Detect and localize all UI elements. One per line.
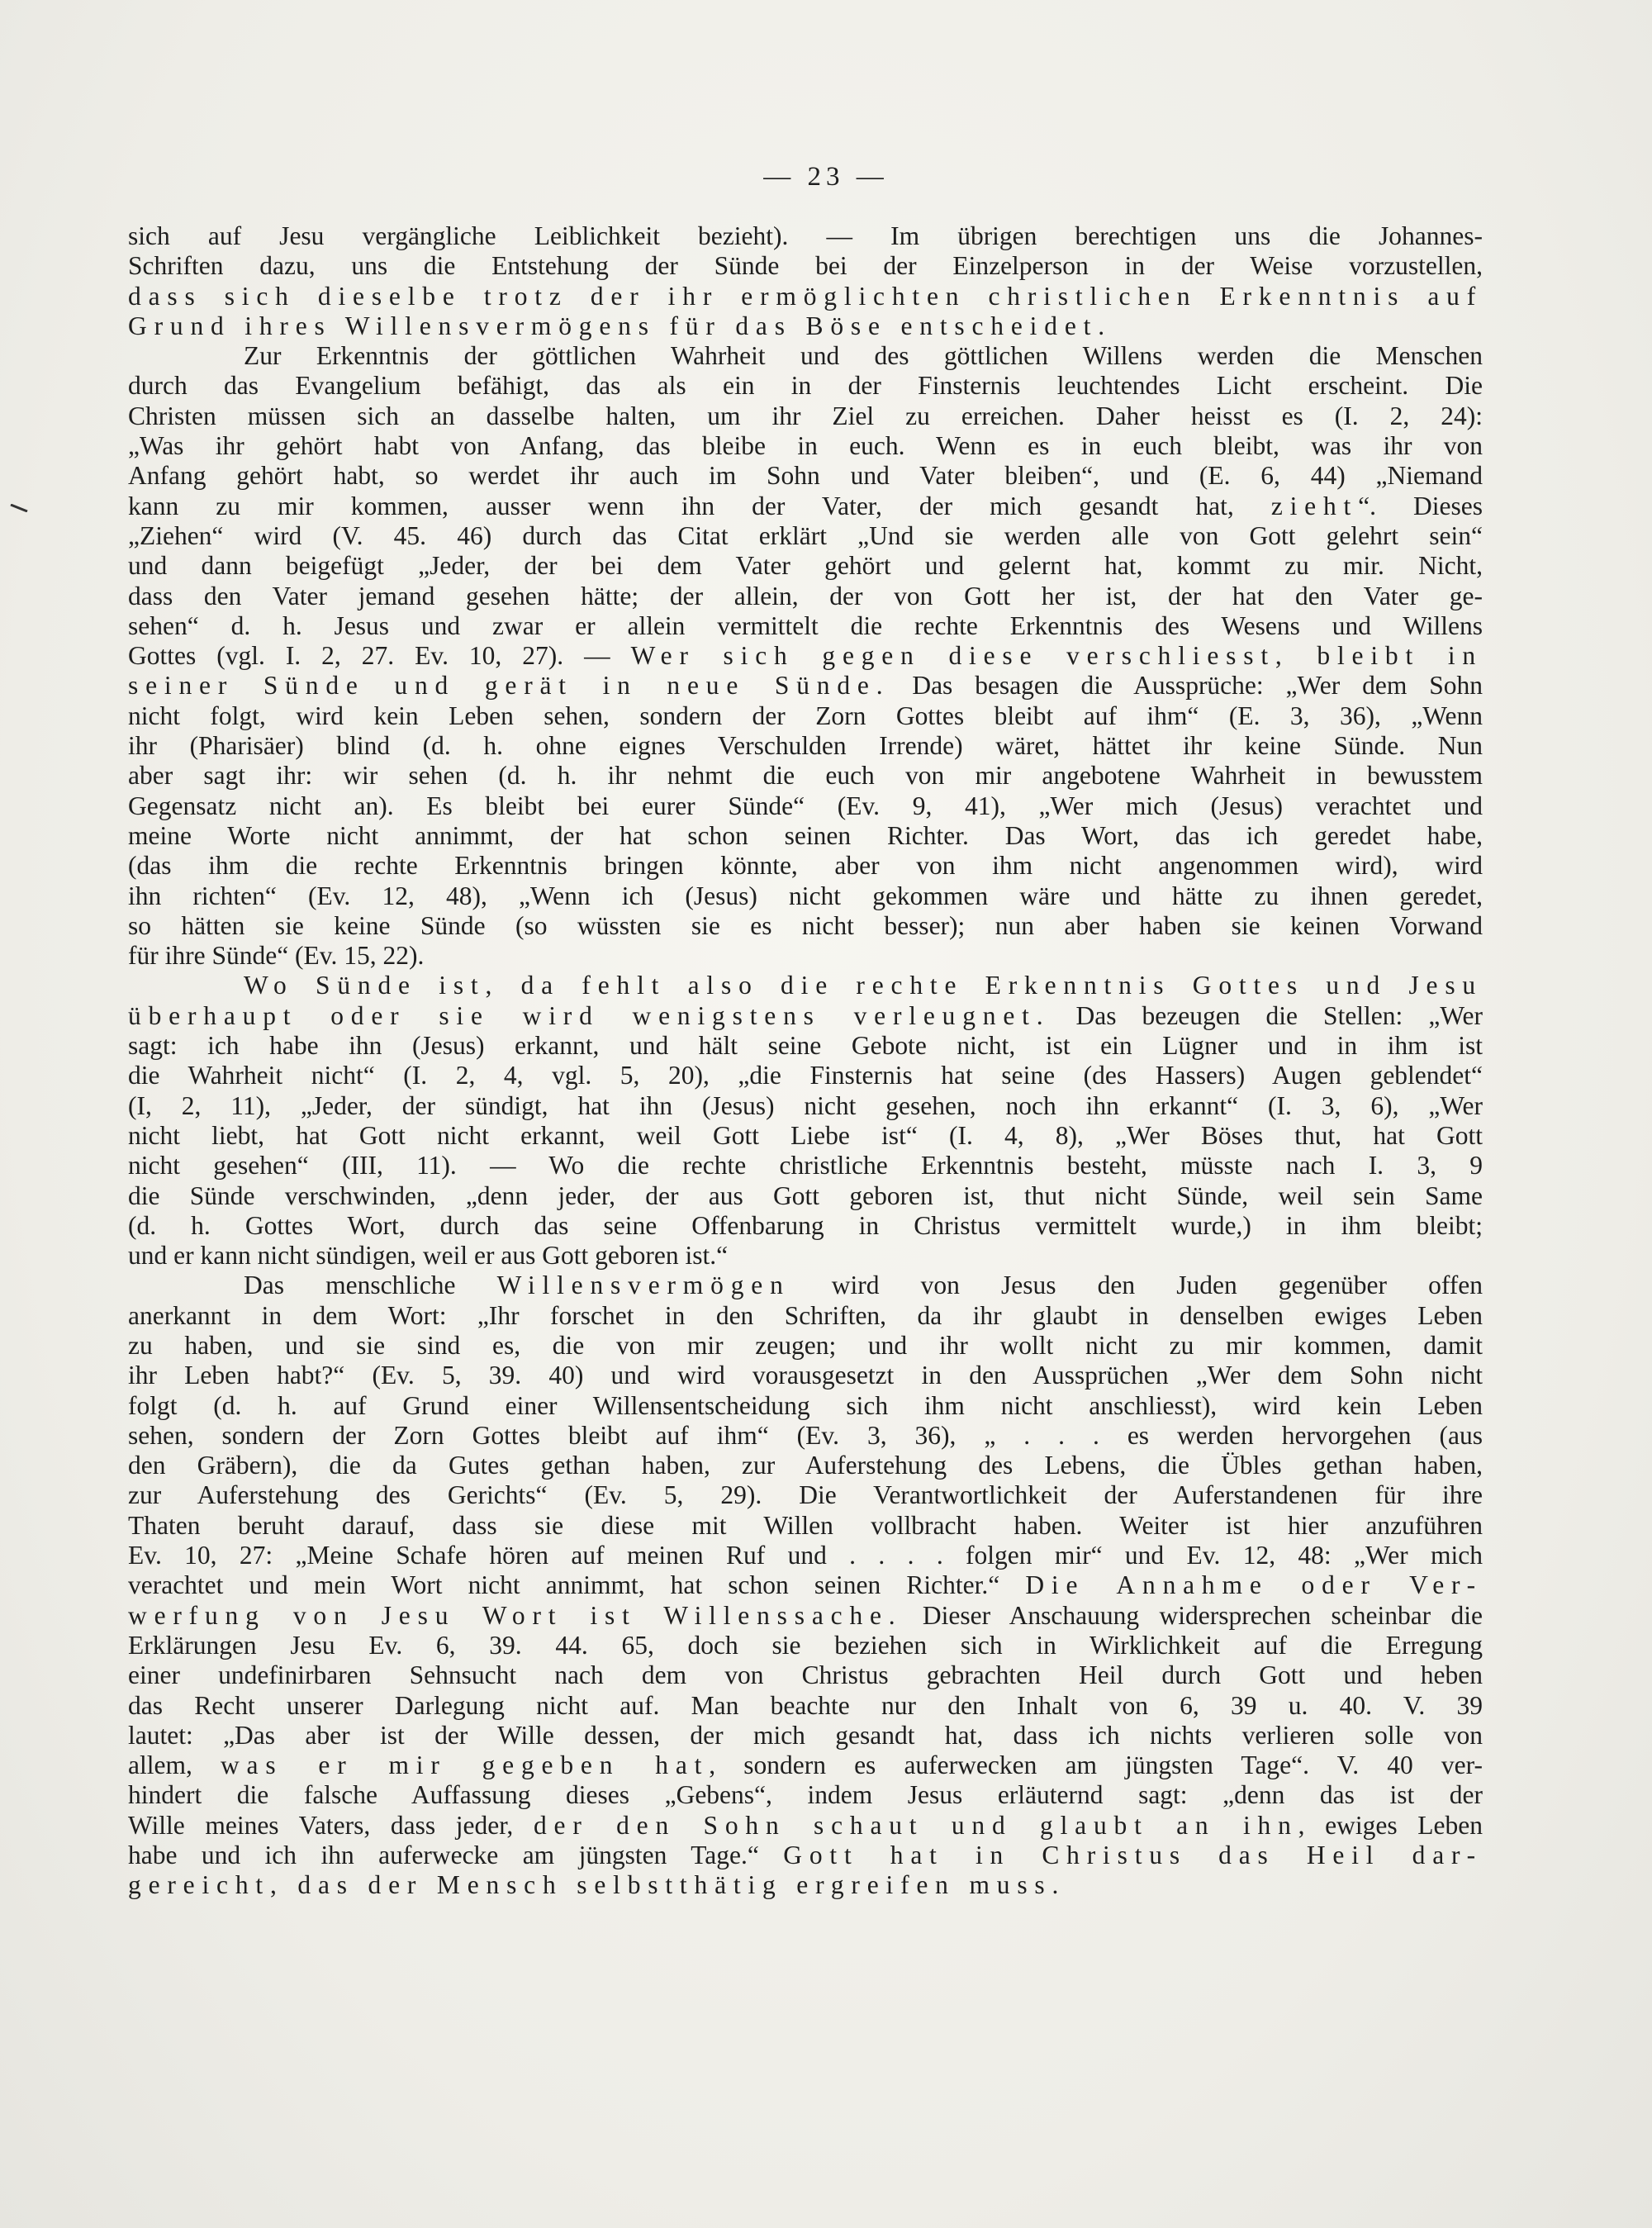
text-segment: “. Dieses [1358, 491, 1483, 520]
text-line [128, 492, 1483, 521]
text-line [128, 791, 1483, 821]
text-line [128, 1031, 1483, 1061]
text-line [128, 1780, 1483, 1810]
body-text [128, 221, 1483, 1901]
text-line [128, 1061, 1483, 1090]
text-segment: Anfang gehört habt, so werdet ihr auch im Sohn und Vater bleiben“, und (E. 6, 44) „Niemand [128, 461, 1483, 491]
text-line [128, 311, 1483, 341]
text-line [128, 1870, 1483, 1900]
text-line [128, 1361, 1483, 1390]
spaced-emphasis-text: Willensvermögen [496, 1271, 790, 1300]
text-segment: (I, 2, 11), „Jeder, der sündigt, hat ihn (Jesus) nicht gesehen, noch ihn erkannt“ (I. 3, 6), „Wer [128, 1090, 1483, 1120]
text-line [128, 611, 1483, 641]
text-line [128, 671, 1483, 701]
text-segment: Ev. 10, 27: „Meine Schafe hören auf meinen Ruf und . . . . folgen mir“ und Ev. 12, 48: „Wer mich [128, 1541, 1483, 1570]
text-line [128, 521, 1483, 551]
text-line [128, 1271, 1483, 1300]
text-line [128, 1480, 1483, 1510]
text-segment: nicht folgt, wird kein Leben sehen, sondern der Zorn Gottes bleibt auf ihm“ (E. 3, 36), „Wenn [128, 701, 1483, 730]
text-line [128, 971, 1483, 1000]
text-line [128, 1811, 1483, 1841]
text-line [128, 551, 1483, 581]
text-line [128, 1151, 1483, 1181]
text-segment: meine Worte nicht annimmt, der hat schon seinen Richter. Das Wort, das ich geredet habe, [128, 820, 1483, 850]
text-segment: allem, [128, 1751, 221, 1780]
text-segment: so hätten sie keine Sünde (so wüssten sie es nicht besser); nun aber haben sie keinen Vorwand [128, 910, 1483, 940]
text-segment: kann zu mir kommen, ausser wenn ihn der Vater, der mich gesandt hat, [128, 491, 1271, 520]
text-segment: ihr Leben habt?“ (Ev. 5, 39. 40) und wird vorausgesetzt in den Aussprüchen „Wer dem Sohn nicht [128, 1361, 1483, 1390]
text-segment: Wille meines Vaters, dass jeder, [128, 1810, 534, 1840]
text-segment: die Sünde verschwinden, „denn jeder, der aus Gott geboren ist, thut nicht Sünde, weil sein Same [128, 1181, 1483, 1210]
spaced-emphasis-text: Die Annahme oder Ver- [1025, 1570, 1483, 1600]
text-segment: „Ziehen“ wird (V. 45. 46) durch das Citat erklärt „Und sie werden alle von Gott gelehrt sein“ [128, 520, 1483, 550]
text-line [128, 881, 1483, 911]
text-line [128, 941, 1483, 971]
spaced-emphasis-text: werfung von Jesu Wort ist Willenssache. [128, 1600, 903, 1630]
text-segment: hindert die falsche Auffassung dieses „Gebens“, indem Jesus erläuternd sagt: „denn das ist der [128, 1780, 1483, 1810]
text-segment: wird von Jesus den Juden gegenüber offen [790, 1271, 1483, 1300]
text-line [128, 1001, 1483, 1031]
text-segment: verachtet und mein Wort nicht annimmt, hat schon seinen Richter.“ [128, 1570, 1026, 1600]
text-segment: nicht gesehen“ (III, 11). — Wo die rechte christliche Erkenntnis besteht, müsste nach I. 3, 9 [128, 1151, 1483, 1181]
spaced-emphasis-text: Wer sich gegen diese verschliesst, bleibt in [630, 641, 1483, 671]
text-segment: Zur Erkenntnis der göttlichen Wahrheit und des göttlichen Willens werden die Menschen [244, 341, 1483, 371]
text-segment: Schriften dazu, uns die Entstehung der Sünde bei der Einzelperson in der Weise vorzustellen, [128, 251, 1483, 281]
text-line [128, 1091, 1483, 1121]
text-line [128, 911, 1483, 941]
text-segment: die Wahrheit nicht“ (I. 2, 4, vgl. 5, 20), „die Finsternis hat seine (des Hassers) Augen geblendet“ [128, 1061, 1483, 1090]
text-segment: folgt (d. h. auf Grund einer Willensentscheidung sich ihm nicht anschliesst), wird kein Leben [128, 1390, 1483, 1420]
text-segment: Gottes (vgl. I. 2, 27. Ev. 10, 27). — [128, 641, 631, 671]
text-line [128, 341, 1483, 371]
text-line [128, 1511, 1483, 1541]
text-segment: zur Auferstehung des Gerichts“ (Ev. 5, 29). Die Verantwortlichkeit der Auferstandenen für ihre [128, 1480, 1483, 1510]
text-segment: , ewiges Leben [1298, 1810, 1483, 1840]
text-line [128, 1241, 1483, 1271]
text-segment: (das ihm die rechte Erkenntnis bringen könnte, aber von ihm nicht angenommen wird), wird [128, 851, 1483, 881]
text-line [128, 371, 1483, 401]
text-segment: das Recht unserer Darlegung nicht auf. Man beachte nur den Inhalt von 6, 39 u. 40. V. 39 [128, 1690, 1483, 1720]
text-line [128, 251, 1483, 281]
text-segment: für ihre Sünde“ (Ev. 15, 22). [128, 941, 425, 971]
text-line [128, 582, 1483, 611]
text-line [128, 221, 1483, 251]
text-line [128, 1331, 1483, 1361]
text-line [128, 851, 1483, 881]
text-segment: dass den Vater jemand gesehen hätte; der allein, der von Gott her ist, der hat den Vater ge- [128, 581, 1483, 610]
text-segment: einer undefinirbaren Sehnsucht nach dem von Christus gebrachten Heil durch Gott und heben [128, 1660, 1483, 1690]
spaced-emphasis-text: überhaupt oder sie wird wenigstens verleugnet. [128, 1000, 1051, 1030]
text-line [128, 1211, 1483, 1241]
text-line [128, 1570, 1483, 1600]
text-segment: und dann beigefügt „Jeder, der bei dem Vater gehört und gelernt hat, kommt zu mir. Nicht, [128, 551, 1483, 581]
text-segment: sehen, sondern der Zorn Gottes bleibt auf ihm“ (Ev. 3, 36), „ . . . es werden hervorgehen (aus [128, 1420, 1483, 1450]
text-segment: Das besagen die Aussprüche: „Wer dem Sohn [890, 671, 1483, 701]
text-segment: Dieser Anschauung widersprechen scheinbar die [902, 1600, 1483, 1630]
text-line [128, 1691, 1483, 1721]
text-line [128, 1721, 1483, 1751]
text-segment: und er kann nicht sündigen, weil er aus Gott geboren ist.“ [128, 1241, 729, 1271]
text-line [128, 1660, 1483, 1690]
text-segment: Das bezeugen die Stellen: „Wer [1050, 1000, 1483, 1030]
spaced-emphasis-text: seiner Sünde und gerät in neue Sünde. [128, 671, 890, 701]
text-segment: , sondern es auferwecken am jüngsten Tage“. V. 40 ver- [709, 1751, 1483, 1780]
text-line [128, 431, 1483, 461]
text-segment: Erklärungen Jesu Ev. 6, 39. 44. 65, doch sie beziehen sich in Wirklichkeit auf die Erregung [128, 1630, 1483, 1660]
text-segment: Gegensatz nicht an). Es bleibt bei eurer Sünde“ (Ev. 9, 41), „Wer mich (Jesus) verachtet und [128, 791, 1483, 820]
text-segment: Das menschliche [244, 1271, 497, 1300]
spaced-emphasis-text: Grund ihres Willensvermögens für das Böse entscheidet. [128, 311, 1112, 340]
text-line [128, 401, 1483, 431]
spaced-emphasis-text: gereicht, das der Mensch selbstthätig ergreifen muss. [128, 1870, 1066, 1900]
text-line [128, 1601, 1483, 1631]
text-line [128, 701, 1483, 731]
text-line [128, 1841, 1483, 1870]
text-segment: sagt: ich habe ihn (Jesus) erkannt, und hält seine Gebote nicht, ist ein Lügner und in ihm ist [128, 1031, 1483, 1061]
text-segment: Thaten beruht darauf, dass sie diese mit Willen vollbracht haben. Weiter ist hier anzuführen [128, 1510, 1483, 1540]
text-line [128, 1751, 1483, 1780]
text-line [128, 1301, 1483, 1331]
text-line [128, 821, 1483, 851]
text-segment: lautet: „Das aber ist der Wille dessen, der mich gesandt hat, dass ich nichts verlieren solle von [128, 1720, 1483, 1750]
page-number: — 23 — [763, 162, 889, 192]
text-line [128, 461, 1483, 491]
spaced-emphasis-text: Wo Sünde ist, da fehlt also die rechte Erkenntnis Gottes und Jesu [244, 971, 1483, 1000]
spaced-emphasis-text: zieht [1270, 491, 1359, 520]
margin-mark [10, 504, 28, 512]
text-line [128, 1451, 1483, 1480]
text-line [128, 731, 1483, 761]
text-segment: „Was ihr gehört habt von Anfang, das bleibe in euch. Wenn es in euch bleibt, was ihr von [128, 431, 1483, 461]
text-line [128, 1541, 1483, 1570]
text-segment: nicht liebt, hat Gott nicht erkannt, weil Gott Liebe ist“ (I. 4, 8), „Wer Böses thut, hat Gott [128, 1120, 1483, 1150]
spaced-emphasis-text: der den Sohn schaut und glaubt an ihn [533, 1810, 1298, 1840]
text-line [128, 1421, 1483, 1451]
spaced-emphasis-text: Gott hat in Christus das Heil dar- [783, 1841, 1483, 1870]
text-segment: sich auf Jesu vergängliche Leiblichkeit bezieht). — Im übrigen berechtigen uns die Johannes- [128, 221, 1483, 250]
text-segment: den Gräbern), die da Gutes gethan haben, zur Auferstehung des Lebens, die Übles gethan haben, [128, 1451, 1483, 1480]
text-segment: Christen müssen sich an dasselbe halten, um ihr Ziel zu erreichen. Daher heisst es (I. 2, 24): [128, 401, 1483, 430]
spaced-emphasis-text: dass sich dieselbe trotz der ihr ermöglichten christlichen Erkenntnis auf [128, 281, 1483, 311]
text-line [128, 761, 1483, 791]
text-segment: durch das Evangelium befähigt, das als ein in der Finsternis leuchtendes Licht erscheint. Die [128, 371, 1483, 401]
spaced-emphasis-text: was er mir gegeben hat [220, 1751, 710, 1780]
text-line [128, 1391, 1483, 1421]
text-segment: anerkannt in dem Wort: „Ihr forschet in den Schriften, da ihr glaubt in denselben ewiges Leben [128, 1300, 1483, 1330]
text-segment: sehen“ d. h. Jesus und zwar er allein vermittelt die rechte Erkenntnis des Wesens und Willens [128, 610, 1483, 640]
text-line [128, 641, 1483, 671]
text-segment: habe und ich ihn auferwecke am jüngsten Tage.“ [128, 1841, 784, 1870]
text-line [128, 1631, 1483, 1660]
text-segment: zu haben, und sie sind es, die von mir zeugen; und ihr wollt nicht zu mir kommen, damit [128, 1330, 1483, 1360]
text-line [128, 1181, 1483, 1211]
text-segment: aber sagt ihr: wir sehen (d. h. ihr nehmt die euch von mir angebotene Wahrheit in bewusstem [128, 761, 1483, 791]
text-segment: ihn richten“ (Ev. 12, 48), „Wenn ich (Jesus) nicht gekommen wäre und hätte zu ihnen geredet, [128, 881, 1483, 910]
text-line [128, 1121, 1483, 1151]
text-segment: ihr (Pharisäer) blind (d. h. ohne eignes Verschulden Irrende) wäret, hättet ihr keine Sünde. Nun [128, 731, 1483, 761]
text-segment: (d. h. Gottes Wort, durch das seine Offenbarung in Christus vermittelt wurde,) in ihm bleibt; [128, 1210, 1483, 1240]
text-line [128, 282, 1483, 311]
